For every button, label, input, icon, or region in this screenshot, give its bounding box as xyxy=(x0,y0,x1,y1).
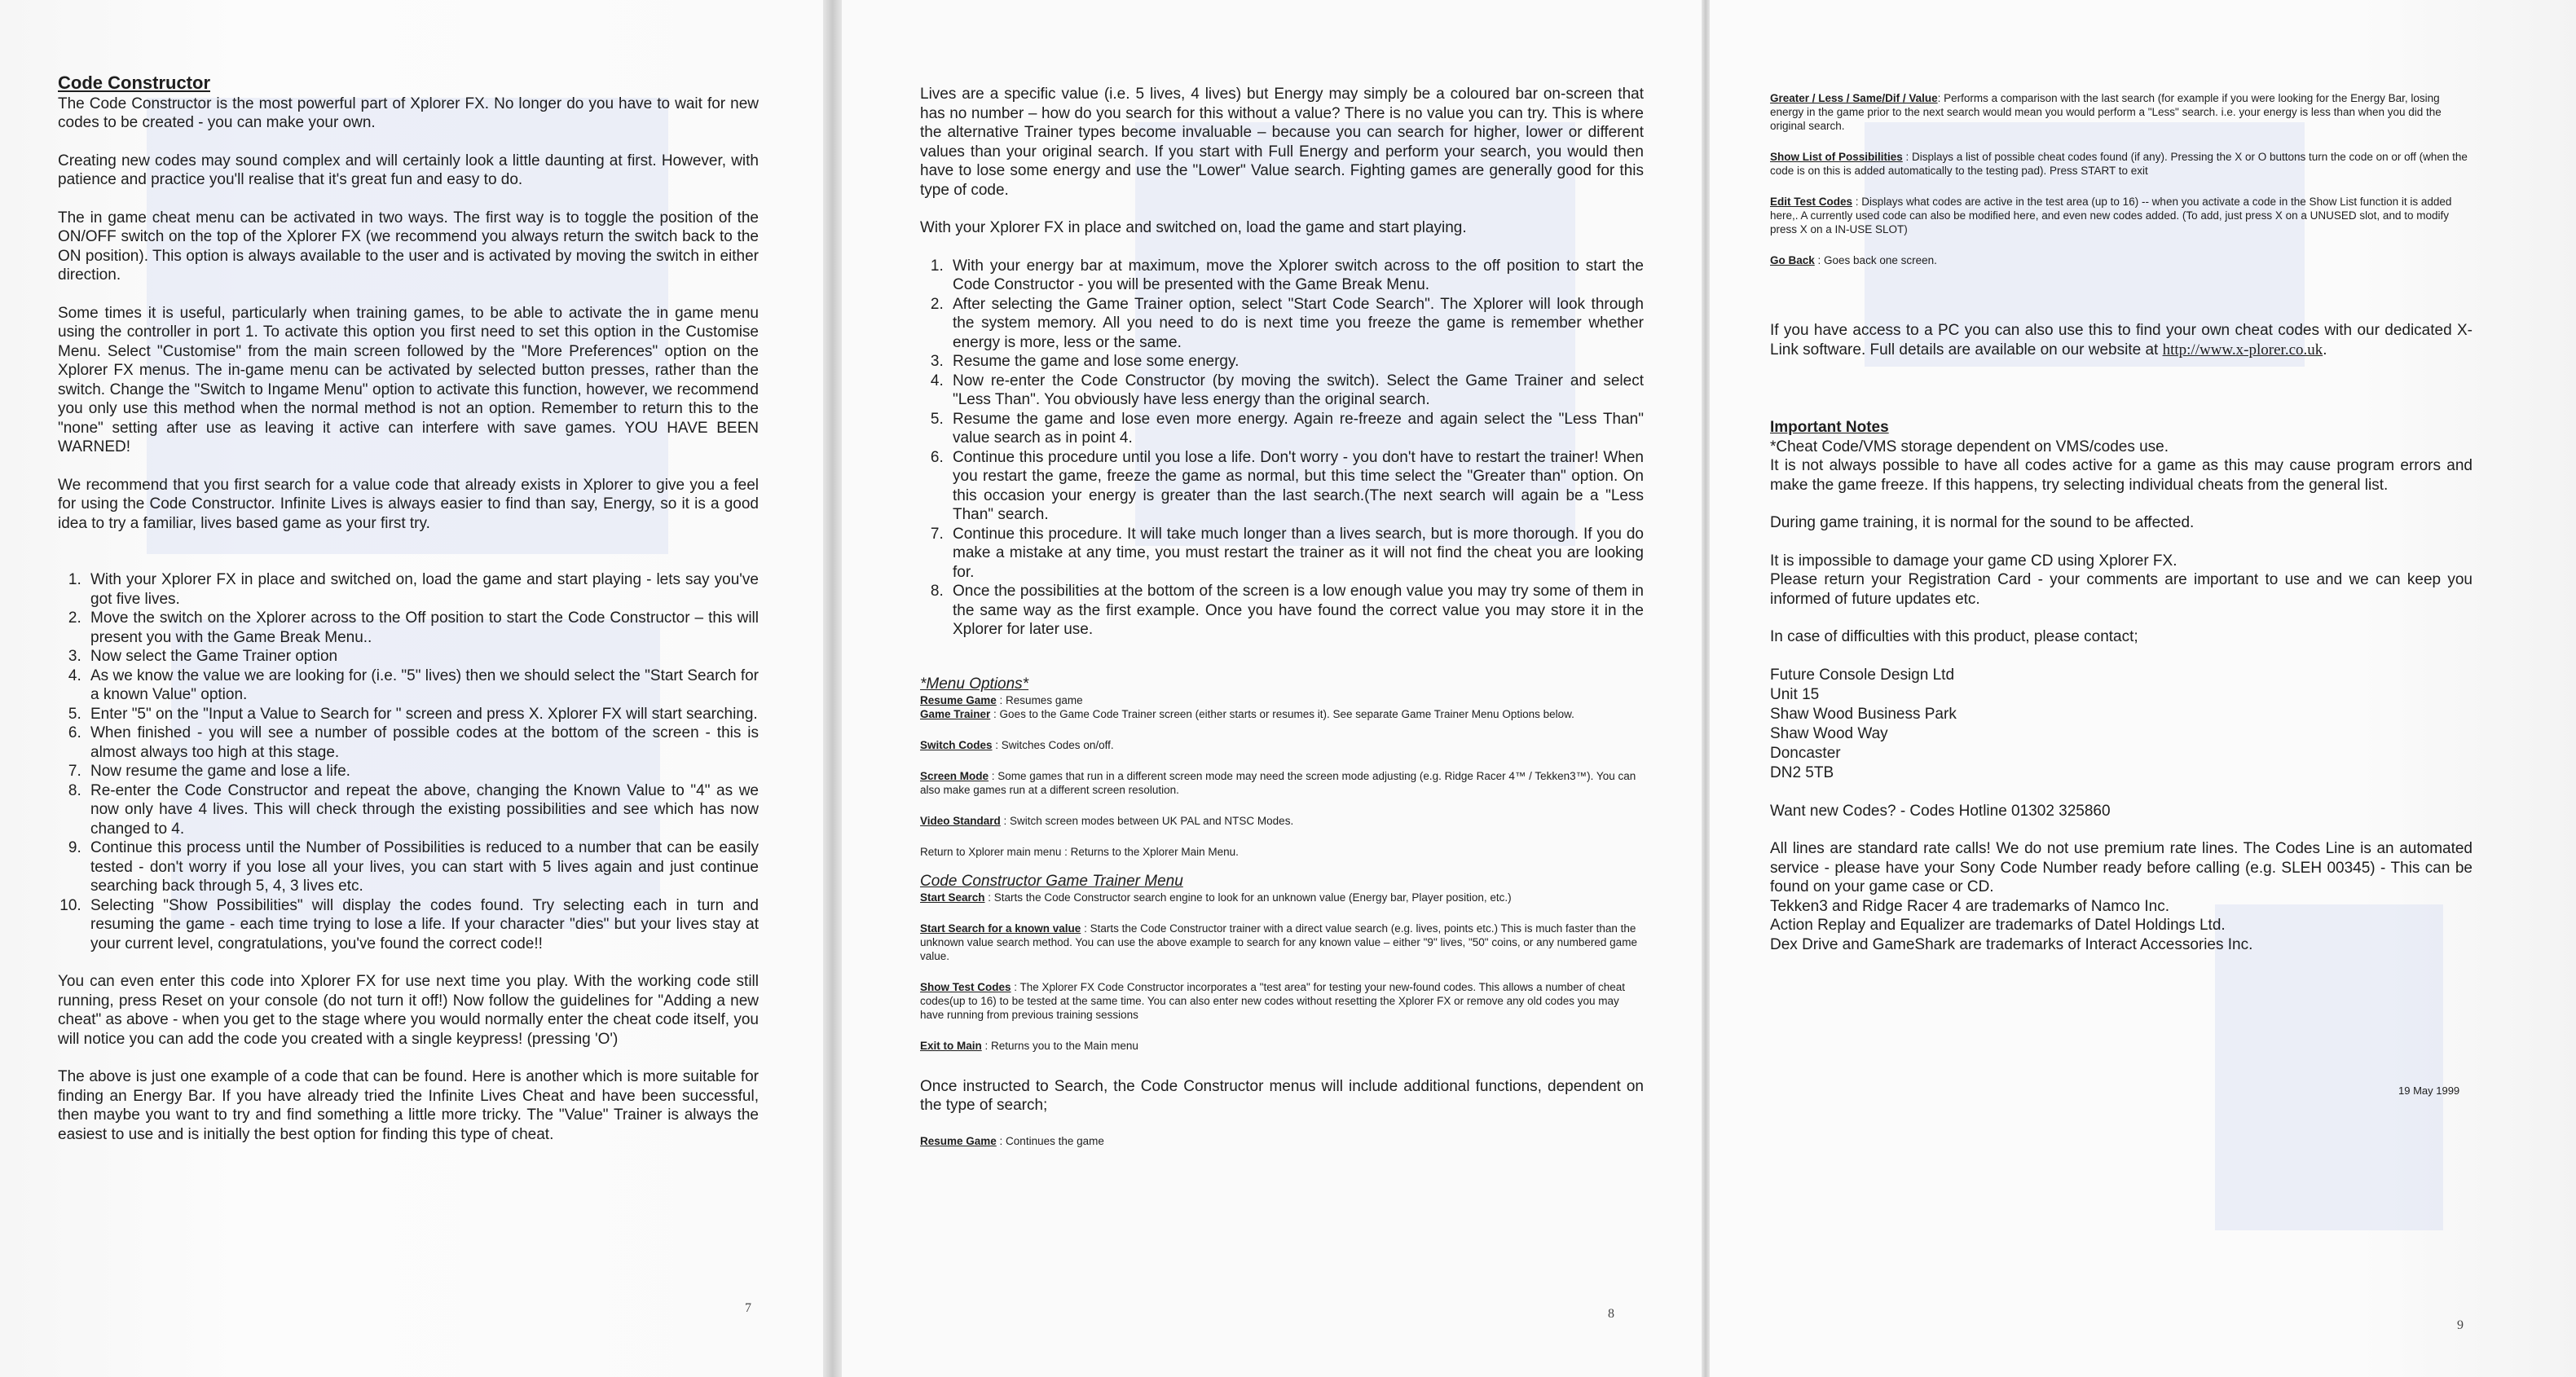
address-line: Future Console Design Ltd xyxy=(1770,666,1955,684)
note-line: Please return your Registration Card - your comments are important to use and we can keep you informed of future updates etc. xyxy=(1770,571,2473,608)
page-8-content xyxy=(920,85,1644,1148)
notes-heading: Important Notes xyxy=(1770,419,1889,436)
trainer-menu-heading: Code Constructor Game Trainer Menu xyxy=(920,872,1183,890)
paragraph: The in game cheat menu can be activated in two ways. The first way is to toggle the position of the ON/OFF switch on the top of the Xplorer FX (we recommend you always return the switch back to the ON position). This option is always available to the user and is activated by moving the switch in either direction. xyxy=(58,209,759,284)
menu-option-item: Start Search : Starts the Code Constructor search engine to look for an unknown value (Energy bar, Player position, etc.) xyxy=(920,891,1512,904)
list-item: 8. Re-enter the Code Constructor and repeat the above, changing the Known Value to "4" as we now only have 4 lives. This will check through the existing possibilities and see which has now changed to 4. xyxy=(86,781,759,839)
list-item: 5. Resume the game and lose even more energy. Again re-freeze and again select the "Less Than" value search as in point 4. xyxy=(948,410,1644,448)
menu-option-item: Edit Test Codes : Displays what codes are active in the test area (up to 16) -- when you activate a code in the Show List function it is added here,. A currently used code can also be modified here, and even new codes added. (To add, just press X on a UNUSED slot, and to modify press X on a IN-USE SLOT) xyxy=(1770,196,2452,235)
address-line: Shaw Wood Way xyxy=(1770,724,1888,742)
paragraph: You can even enter this code into Xplorer FX for use next time you play. With the working code still running, press Reset on your console (do not turn it off!) Now follow the guidelines for "Adding a new cheat" as above - when you get to the stage where you would normally enter the cheat code itself, you will notice you can add the code you created with a single keypress! (pressing 'O') xyxy=(58,973,759,1048)
page-gutter xyxy=(1702,0,1710,1377)
paragraph: The above is just one example of a code that can be found. Here is another which is more suitable for finding an Energy Bar. If you have already tried the Infinite Lives Cheat and have been successful, then maybe you want to try and find something a little more tricky. The "Value" Trainer is always the easiest to use and is initially the best option for finding this type of cheat. xyxy=(58,1068,759,1143)
paragraph: We recommend that you first search for a value code that already exists in Xplorer to give you a feel for using the Code Constructor. Infinite Lives is always easier to find than say, Energy, so it is a good idea to try a familiar, lives based game as your first try. xyxy=(58,476,759,532)
trademark-line: Dex Drive and GameShark are trademarks of Interact Accessories Inc. xyxy=(1770,935,2253,953)
menu-option-item: Resume Game : Continues the game xyxy=(920,1134,1104,1147)
list-item: 6. When finished - you will see a number of possible codes at the bottom of the screen - this is almost always too high at this stage. xyxy=(86,724,759,762)
list-item: 9. Continue this process until the Number of Possibilities is reduced to a number that can be easily tested - don't worry if you lose all your lives, you can start with 5 lives again and just continue searching back through 5, 4, 3 lives etc. xyxy=(86,838,759,896)
paragraph: Creating new codes may sound complex and will certainly look a little daunting at first. However, with patience and practice you'll realise that it's great fun and easy to do. xyxy=(58,152,759,188)
paragraph: Lives are a specific value (i.e. 5 lives, 4 lives) but Energy may simply be a coloured bar on-screen that has no number – how do you search for this without a value? There is no value you can try. This is where the alternative Trainer types become invaluable – because you can search for higher, lower or different values than your original search. If you start with Full Energy and perform your search, you would then have to lose some energy and use the "Lower" Value search. Fighting games are generally good for this type of code. xyxy=(920,86,1644,199)
list-item: 7. Continue this procedure. It will take much longer than a lives search, but is more thorough. If you do make a mistake at any time, you must restart the trainer as it will not find the cheat you are looking for. xyxy=(948,525,1644,583)
page-number: 7 xyxy=(745,1301,751,1315)
trademark-line: Action Replay and Equalizer are trademarks of Datel Holdings Ltd. xyxy=(1770,917,2226,934)
section-title: Code Constructor xyxy=(58,73,210,93)
steps-list xyxy=(920,257,1644,640)
paragraph: With your Xplorer FX in place and switched on, load the game and start playing. xyxy=(920,219,1467,236)
list-item: 4. As we know the value we are looking for (i.e. "5" lives) then we should select the "Start Search for a known Value" option. xyxy=(86,667,759,705)
page-7 xyxy=(0,0,823,1377)
paragraph: If you have access to a PC you can also use this to find your own cheat codes with our dedicated X-Link software. Full details are available on our website at http://www.x-plorer.co.uk. xyxy=(1770,322,2473,359)
list-item: 5. Enter "5" on the "Input a Value to Search for " screen and press X. Xplorer FX will start searching. xyxy=(86,705,759,724)
menu-options-list xyxy=(920,693,1644,859)
menu-option-item: Return to Xplorer main menu : Returns to the Xplorer Main Menu. xyxy=(920,845,1239,858)
list-item: 8. Once the possibilities at the bottom of the screen is a low enough value you may try some of them in the same way as the first example. Once you have found the correct value you may store it in the Xplorer for later use. xyxy=(948,582,1644,640)
page-7-content xyxy=(58,73,759,1163)
list-item: 1. With your energy bar at maximum, move the Xplorer switch across to the off position to start the Code Constructor - you will be presented with the Game Break Menu. xyxy=(948,257,1644,295)
steps-list xyxy=(58,570,759,953)
note-line: It is not always possible to have all codes active for a game as this may cause program errors and make the game freeze. If this happens, try selecting individual cheats from the general list. xyxy=(1770,457,2473,494)
menu-option-item: Screen Mode : Some games that run in a different screen mode may need the screen mode adjusting (e.g. Ridge Racer 4™ / Tekken3™). You can also make games run at a different screen resolution. xyxy=(920,769,1636,796)
paragraph: During game training, it is normal for the sound to be affected. xyxy=(1770,514,2195,531)
list-item: 3. Now select the Game Trainer option xyxy=(86,647,759,667)
paragraph: The Code Constructor is the most powerful part of Xplorer FX. No longer do you have to wait for new codes to be created - you can make your own. xyxy=(58,95,759,131)
address-line: Unit 15 xyxy=(1770,685,1820,703)
menu-option-item: Go Back : Goes back one screen. xyxy=(1770,254,1937,266)
list-item: 1. With your Xplorer FX in place and switched on, load the game and start playing - lets say you've got five lives. xyxy=(86,570,759,609)
paragraph: In case of difficulties with this product, please contact; xyxy=(1770,628,2138,645)
note-line: It is impossible to damage your game CD using Xplorer FX. xyxy=(1770,552,2177,570)
trainer-menu-list xyxy=(920,891,1644,1053)
address-line: Shaw Wood Business Park xyxy=(1770,705,1957,723)
address-line: DN2 5TB xyxy=(1770,763,1834,781)
website-link[interactable]: http://www.x-plorer.co.uk xyxy=(2162,341,2323,359)
menu-option-item: Resume Game : Resumes game xyxy=(920,693,1083,706)
address-line: Doncaster xyxy=(1770,744,1841,762)
menu-option-item: Switch Codes : Switches Codes on/off. xyxy=(920,738,1114,751)
page-9 xyxy=(1710,0,2576,1377)
paragraph: All lines are standard rate calls! We do not use premium rate lines. The Codes Line is an automated service - please have your Sony Code Number ready before calling (e.g. SLEH 00345) - This can be found on your game case or CD. xyxy=(1770,840,2473,895)
list-item: 3. Resume the game and lose some energy. xyxy=(948,352,1644,372)
list-item: 7. Now resume the game and lose a life. xyxy=(86,762,759,781)
menu-option-item: Show Test Codes : The Xplorer FX Code Constructor incorporates a "test area" for testing your new-found codes. This allows a number of cheat codes(up to 16) to be tested at the same time. You can also enter new codes without resetting the Xplorer FX or remove any old codes you may have running from previous training sessions xyxy=(920,980,1625,1021)
menu-option-item: Start Search for a known value : Starts the Code Constructor trainer with a direct value search (e.g. lives, points etc.) This is much faster than the unknown value search method. You can use the above example to search for any known value – either "9" lives, "50" coins, or any numbered game value. xyxy=(920,922,1637,962)
menu-options-heading: *Menu Options* xyxy=(920,675,1029,693)
paragraph: Some times it is useful, particularly when training games, to be able to activate the in game menu using the controller in port 1. To activate this option you first need to set this option in the Customise Menu. Select "Customise" from the main screen followed by the "More Preferences" option on the Xplorer FX menus. The in-game menu can be activated by selected button presses, rather than the switch. Change the "Switch to Ingame Menu" option to activate this function, however, we recommend you only use this method when the normal method is not an option. Remember to return this to the "none" setting after use as leaving it active can interfere with save games. YOU HAVE BEEN WARNED! xyxy=(58,304,759,455)
page-8 xyxy=(842,0,1702,1377)
list-item: 10. Selecting "Show Possibilities" will display the codes found. Try selecting each in turn and resuming the game - each time trying to lose a life. If your character "dies" but your lives stay at your current level, congratulations, you've found the correct code!! xyxy=(86,896,759,954)
menu-option-item: Show List of Possibilities : Displays a list of possible cheat codes found (if any). Pressing the X or O buttons turn the code on or off (when the code is on this is added automatically to the testing pad). Press START to exit xyxy=(1770,151,2468,177)
menu-option-item: Game Trainer : Goes to the Game Code Trainer screen (either starts or resumes it). See separate Game Trainer Menu Options below. xyxy=(920,707,1574,720)
menu-option-item: Greater / Less / Same/Dif / Value: Performs a comparison with the last search (for example if you were looking for the Energy Bar, losing energy in the game prior to the next search would mean you would perform a "Less" search. i.e. your energy is less than when you did the original search. xyxy=(1770,92,2442,132)
contact-address xyxy=(1770,666,2473,783)
search-options-list xyxy=(1770,91,2473,267)
paragraph: Once instructed to Search, the Code Constructor menus will include additional functions, dependent on the type of search; xyxy=(920,1077,1644,1114)
note-line: *Cheat Code/VMS storage dependent on VMS/codes use. xyxy=(1770,438,2169,455)
list-item: 2. After selecting the Game Trainer option, select "Start Code Search". The Xplorer will look through the system memory. All you need to do is next time you freeze the game is remember whether energy is more, less or the same. xyxy=(948,295,1644,353)
page-number: 9 xyxy=(2457,1318,2464,1332)
page-gutter xyxy=(823,0,842,1377)
page-number: 8 xyxy=(1608,1307,1614,1321)
trademark-line: Tekken3 and Ridge Racer 4 are trademarks of Namco Inc. xyxy=(1770,897,2170,915)
menu-option-item: Video Standard : Switch screen modes between UK PAL and NTSC Modes. xyxy=(920,814,1294,827)
hotline-text: Want new Codes? - Codes Hotline 01302 325860 xyxy=(1770,802,2111,820)
page-9-content xyxy=(1770,91,2473,954)
list-item: 6. Continue this procedure until you lose a life. Don't worry - you don't have to restart the trainer! When you restart the game, freeze the game as normal, but this time select the "Greater than" option. On this occasion your energy is greater than the last search.(The next search will again be a "Less Than" search. xyxy=(948,448,1644,525)
list-item: 2. Move the switch on the Xplorer across to the Off position to start the Code Constructor – this will present you with the Game Break Menu.. xyxy=(86,609,759,647)
document-date: 19 May 1999 xyxy=(2398,1084,2460,1097)
list-item: 4. Now re-enter the Code Constructor (by moving the switch). Select the Game Trainer and select "Less Than". You obviously have less energy than the original search. xyxy=(948,372,1644,410)
menu-option-item: Exit to Main : Returns you to the Main menu xyxy=(920,1039,1138,1052)
